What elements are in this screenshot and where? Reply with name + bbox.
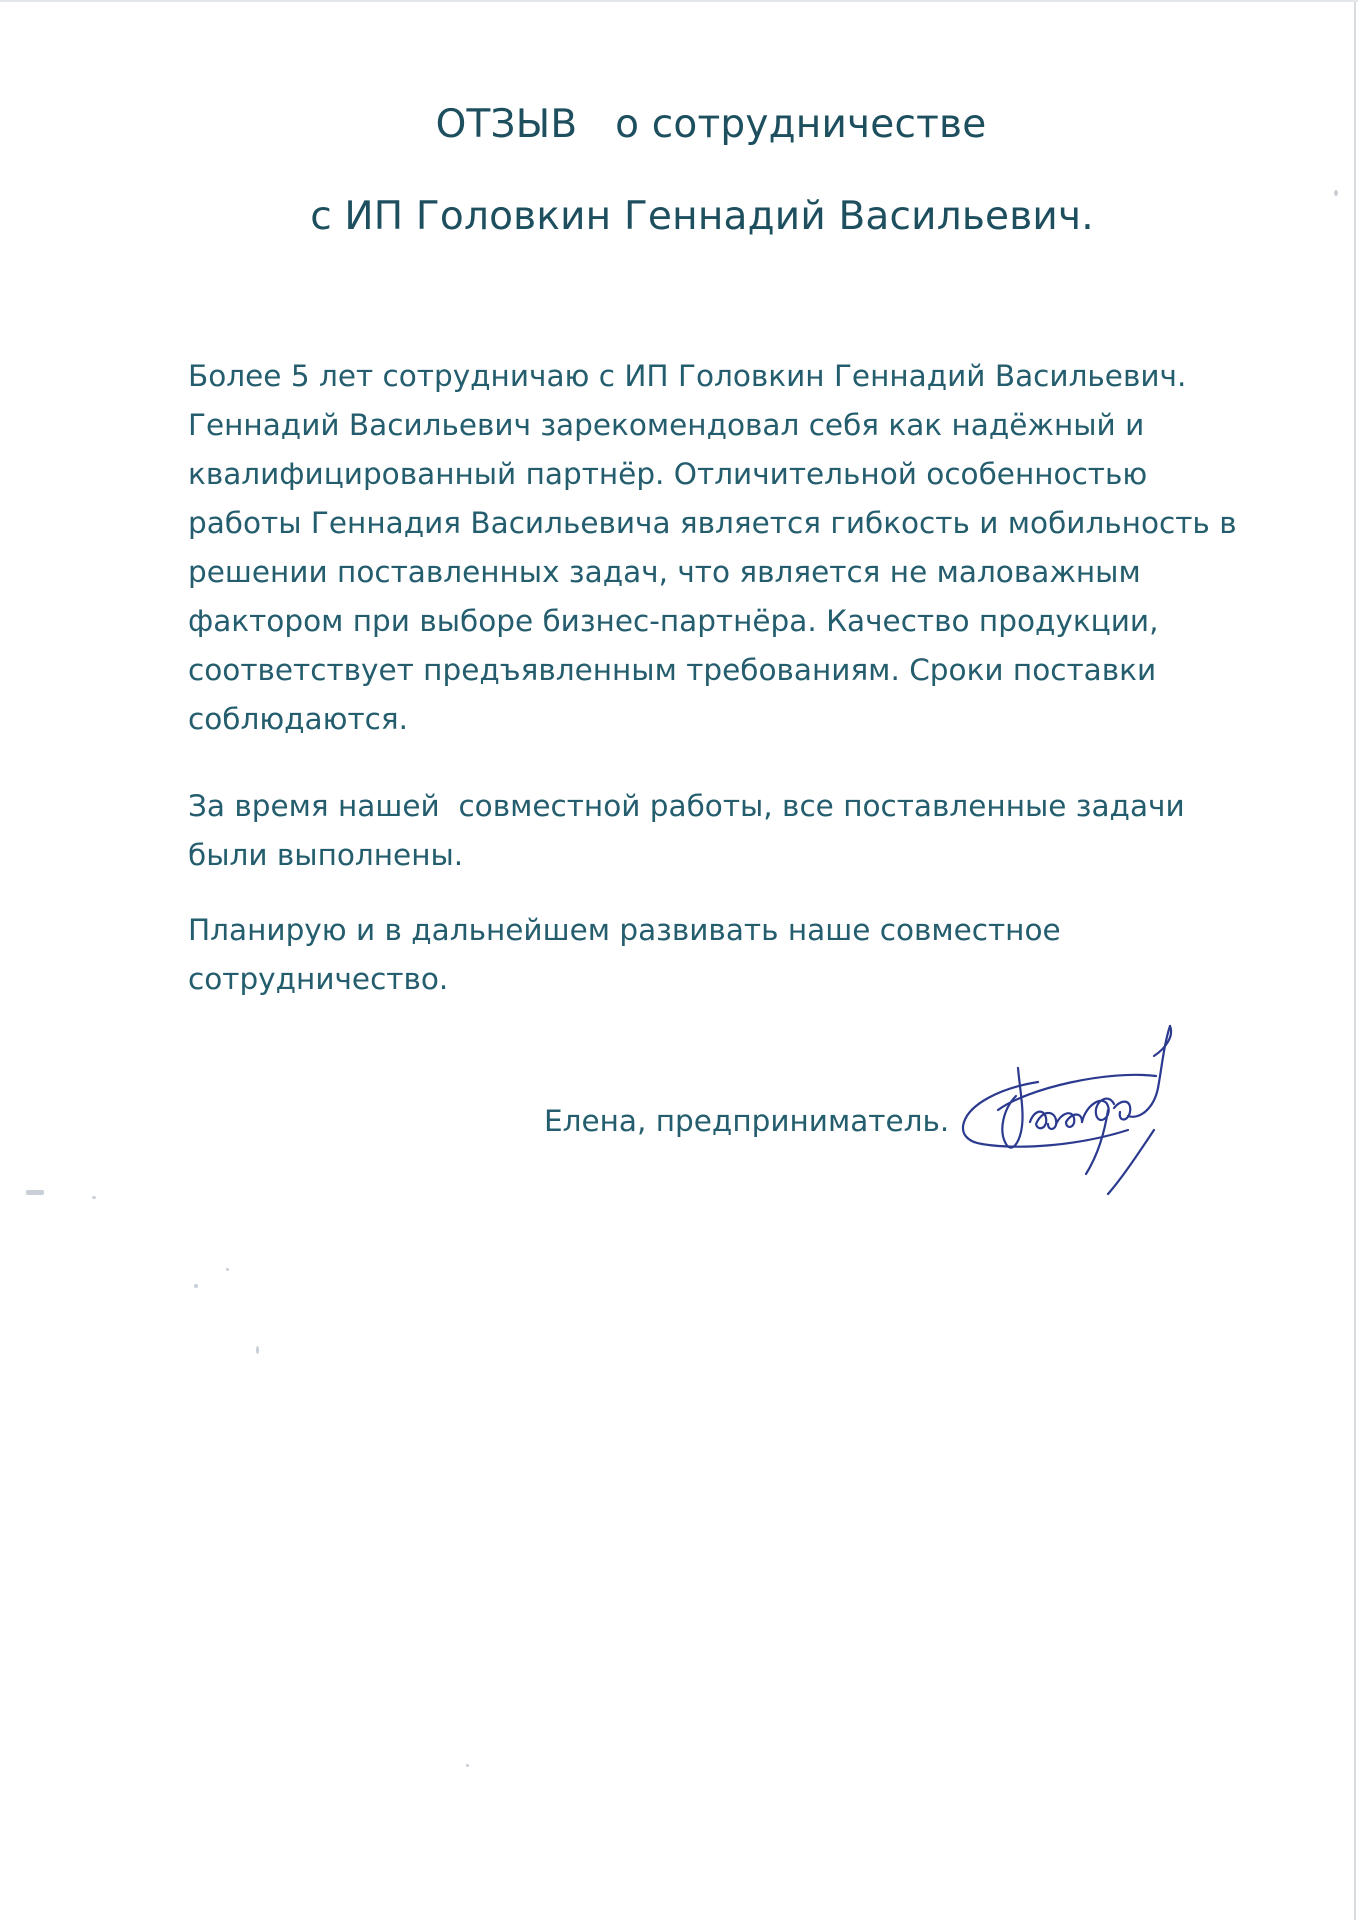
paragraph-line: соблюдаются. xyxy=(188,702,408,736)
document-title-line-2: с ИП Головкин Геннадий Васильевич. xyxy=(310,194,1094,239)
paragraph-line: Геннадий Васильевич зарекомендовал себя как надёжный и xyxy=(188,408,1145,442)
paragraph-line: были выполнены. xyxy=(188,838,464,872)
paragraph-line: решении поставленных задач, что является не маловажным xyxy=(188,555,1141,589)
handwritten-signature xyxy=(958,1018,1188,1198)
scan-speck xyxy=(92,1196,96,1199)
paragraph-line: работы Геннадия Васильевича является гибкость и мобильность в xyxy=(188,506,1237,540)
scan-speck xyxy=(194,1284,198,1288)
document-title-line-1: ОТЗЫВ о сотрудничестве xyxy=(435,102,987,147)
paragraph-line: сотрудничество. xyxy=(188,962,449,996)
signer-name: Елена, предприниматель. xyxy=(544,1104,950,1138)
scan-edge-line xyxy=(0,0,1358,2)
scan-speck xyxy=(1334,190,1338,196)
paragraph-2 xyxy=(188,782,1238,880)
scan-speck xyxy=(466,1764,469,1767)
paragraph-line: Планирую и в дальнейшем развивать наше совместное xyxy=(188,913,1061,947)
paragraph-line: За время нашей совместной работы, все поставленные задачи xyxy=(188,789,1185,823)
scan-edge-line xyxy=(1354,0,1356,1920)
scan-speck xyxy=(256,1346,259,1354)
paragraph-line: Более 5 лет сотрудничаю с ИП Головкин Геннадий Васильевич. xyxy=(188,359,1187,393)
paragraph-1 xyxy=(188,352,1238,744)
paragraph-3 xyxy=(188,906,1238,1004)
scan-speck xyxy=(26,1190,44,1195)
scan-speck xyxy=(226,1268,229,1271)
paragraph-line: квалифицированный партнёр. Отличительной особенностью xyxy=(188,457,1148,491)
paragraph-line: соответствует предъявленным требованиям. Сроки поставки xyxy=(188,653,1157,687)
paragraph-line: фактором при выборе бизнес-партнёра. Качество продукции, xyxy=(188,604,1159,638)
